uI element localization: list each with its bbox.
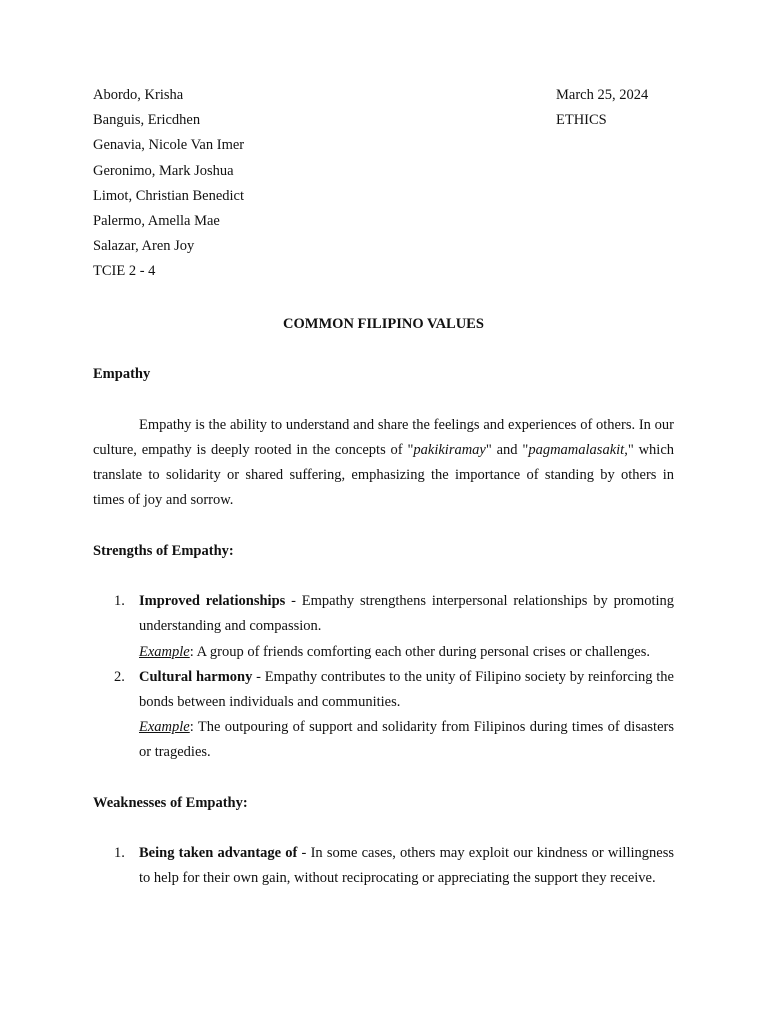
empathy-paragraph [93,413,674,514]
document-subject: ETHICS [556,112,607,129]
author-name: Banguis, Ericdhen [93,112,201,129]
section-heading-empathy: Empathy [93,366,151,383]
section-heading-strengths: Strengths of Empathy: [93,542,234,559]
document-date: March 25, 2024 [556,87,649,103]
example-text: : A group of friends comforting each other during personal crises or challenges. [189,643,650,660]
item-example [139,640,674,665]
list-number: 1. [114,593,125,610]
author-list [93,83,244,285]
item-label: Cultural harmony [139,668,253,685]
item-text: - Empathy strengthens interpersonal relationships by promoting understanding and compassion. [139,593,674,635]
document-title: COMMON FILIPINO VALUES [283,316,484,332]
item-label: Being taken advantage of [139,845,298,862]
list-number: 1. [114,845,125,862]
item-example [139,715,674,765]
section-code: TCIE 2 - 4 [93,263,156,280]
paragraph-text: " and " [485,441,529,458]
example-text: : The outpouring of support and solidarity from Filipinos during times of disasters or tragedies. [139,719,674,761]
author-name: Palermo, Amella Mae [93,212,220,229]
filipino-term: pagmamalasakit [528,441,625,458]
paragraph-text: ," which translate to solidarity or shared suffering, emphasizing the importance of standing by others in times of joy and sorrow. [93,441,674,509]
document-header [93,83,674,288]
document-page [93,83,674,892]
author-name: Abordo, Krisha [93,87,184,103]
document-meta [556,83,648,133]
item-label: Improved relationships [139,593,286,610]
list-item [93,589,674,665]
paragraph-text: Empathy is the ability to understand and share the feelings and experiences of others. In our culture, empathy is deeply rooted in the concepts of " [93,416,674,458]
author-name: Limot, Christian Benedict [93,187,245,204]
filipino-term: pakikiramay [413,441,486,458]
example-label: Example [139,719,190,736]
list-item [93,665,674,766]
strengths-list [93,589,674,765]
author-name: Genavia, Nicole Van Imer [93,137,245,154]
item-text: - Empathy contributes to the unity of Filipino society by reinforcing the bonds between individuals and communities. [139,668,674,710]
list-number: 2. [114,668,125,685]
item-text: - In some cases, others may exploit our kindness or willingness to help for their own gain, without reciprocating or appreciating the support they receive. [139,845,674,887]
author-name: Geronimo, Mark Joshua [93,162,234,179]
example-label: Example [139,643,190,660]
weaknesses-list [93,841,674,891]
list-item [93,841,674,891]
author-name: Salazar, Aren Joy [93,238,195,255]
section-heading-weaknesses: Weaknesses of Empathy: [93,794,248,811]
